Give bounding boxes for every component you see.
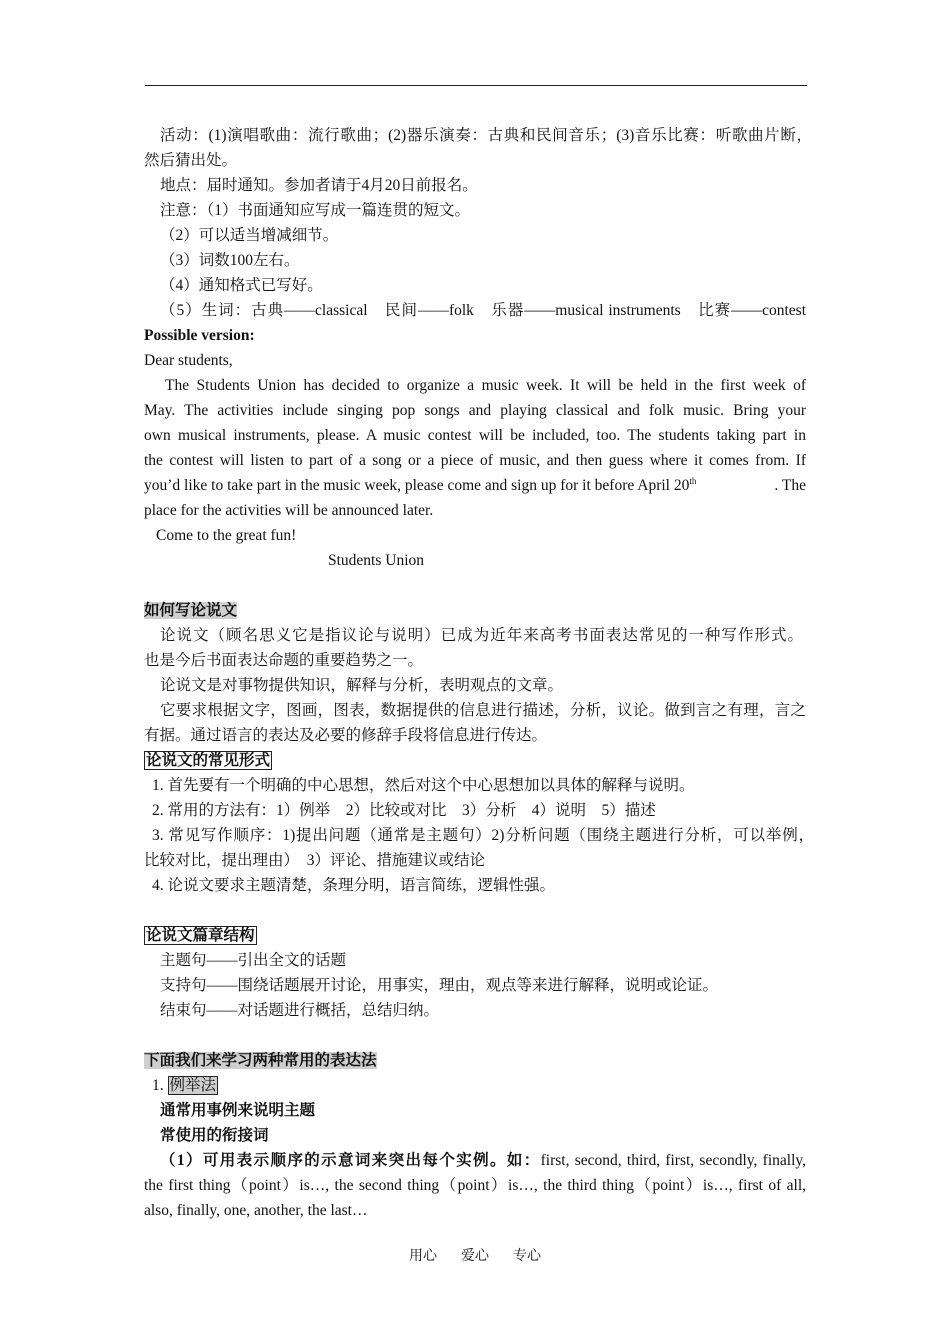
footer-motto-3: 专心: [513, 1249, 541, 1264]
heading-text: 下面我们来学习两种常用的表达法: [144, 1052, 377, 1069]
forms-item-1: 1. 首先要有一个明确的中心思想，然后对这个中心思想加以具体的解释与说明。: [152, 777, 695, 794]
body-line-4: the contest will listen to part of a song or a piece of music, and then guess where it comes from. If: [144, 452, 806, 469]
note-line-4: （4）通知格式已写好。: [160, 277, 323, 294]
method-name: 例举法: [169, 1077, 217, 1094]
method-1-desc: 通常用事例来说明主题: [160, 1102, 316, 1119]
closing-line: Come to the great fun!: [156, 527, 297, 544]
location-line: 地点：届时通知。参加者请于4月20日前报名。: [160, 177, 478, 194]
ordinal-suffix: th: [689, 476, 697, 486]
method-1-connectors-line-1: [160, 1148, 806, 1173]
body-line-5-text: you’d like to take part in the music week, please come and sign up for it before April 20: [144, 477, 690, 494]
footer-motto-2: 爱心: [461, 1249, 489, 1264]
heading-text: 论说文篇章结构: [146, 927, 255, 944]
salutation: Dear students,: [144, 352, 233, 369]
connectors-intro: （1）可用表示顺序的示意词来突出每个实例。如：: [160, 1152, 541, 1169]
structure-topic-sentence: 主题句——引出全文的话题: [160, 952, 347, 969]
signature: Students Union: [328, 552, 425, 569]
body-line-2: May. The activities include singing pop songs and playing classical and folk music. Bring your: [144, 402, 806, 419]
method-number: 1.: [152, 1077, 168, 1094]
note-line-5: （5）生词：古典——classical 民间——folk 乐器——musical instruments 比赛——contest: [160, 302, 806, 319]
method-1-connectors-heading: 常使用的衔接词: [160, 1127, 269, 1144]
section-heading-forms: [144, 748, 272, 773]
body-line-5: [144, 473, 806, 498]
forms-item-4: 4. 论说文要求主题清楚，条理分明，语言简练，逻辑性强。: [152, 877, 556, 894]
header-rule: [145, 85, 807, 86]
note-line-3: （3）词数100左右。: [160, 252, 300, 269]
essay-intro-line-4: 它要求根据文字，图画，图表，数据提供的信息进行描述，分析，议论。做到言之有理，言之: [160, 702, 806, 719]
footer-motto-1: 用心: [409, 1249, 437, 1264]
forms-item-3: 3. 常见写作顺序：1)提出问题（通常是主题句）2)分析问题（围绕主题进行分析，可以举例，: [152, 827, 814, 844]
heading-text: 如何写论说文: [144, 602, 238, 619]
essay-intro-line-2: 也是今后书面表达命题的重要趋势之一。: [144, 652, 424, 669]
method-1-title: [152, 1073, 218, 1098]
body-line-5-end: . The: [774, 477, 806, 494]
body-line-3: own musical instruments, please. A music contest will be included, too. The students taking part in: [144, 427, 806, 444]
section-heading-essay: [144, 598, 237, 623]
section-heading-structure: [144, 923, 257, 948]
page-footer: [0, 1247, 950, 1267]
heading-text: 论说文的常见形式: [146, 752, 271, 769]
activity-line-cont: 然后猜出处。: [144, 152, 238, 169]
possible-version-heading: Possible version:: [144, 327, 255, 344]
forms-item-2: 2. 常用的方法有：1）例举 2）比较或对比 3）分析 4）说明 5）描述: [152, 802, 656, 819]
connectors-list: first, second, third, first, secondly, finally,: [540, 1152, 806, 1169]
structure-concluding-sentence: 结束句——对话题进行概括，总结归纳。: [160, 1002, 440, 1019]
note-line-1: 注意：（1）书面通知应写成一篇连贯的短文。: [160, 202, 471, 219]
method-1-connectors-line-2: the first thing（point）is…, the second thing（point）is…, the third thing（point）is…, first of all,: [144, 1177, 806, 1194]
essay-intro-line-5: 有据。通过语言的表达及必要的修辞手段将信息进行传达。: [144, 727, 548, 744]
forms-item-3-cont: 比较对比，提出理由） 3）评论、措施建议或结论: [144, 852, 486, 869]
body-line-1: The Students Union has decided to organize a music week. It will be held in the first week of: [165, 377, 806, 394]
structure-supporting-sentence: 支持句——围绕话题展开讨论，用事实，理由，观点等来进行解释，说明或论证。: [160, 977, 719, 994]
section-heading-methods: [144, 1048, 377, 1073]
note-line-2: （2）可以适当增减细节。: [160, 227, 339, 244]
method-1-connectors-line-3: also, finally, one, another, the last…: [144, 1202, 368, 1219]
essay-intro-line-1: 论说文（顾名思义它是指议论与说明）已成为近年来高考书面表达常见的一种写作形式。: [160, 627, 803, 644]
body-line-6: place for the activities will be announced later.: [144, 502, 434, 519]
activity-line: 活动：(1)演唱歌曲：流行歌曲；(2)器乐演奏：古典和民间音乐；(3)音乐比赛：听歌曲片断，: [160, 127, 812, 144]
essay-intro-line-3: 论说文是对事物提供知识，解释与分析，表明观点的文章。: [160, 677, 564, 694]
